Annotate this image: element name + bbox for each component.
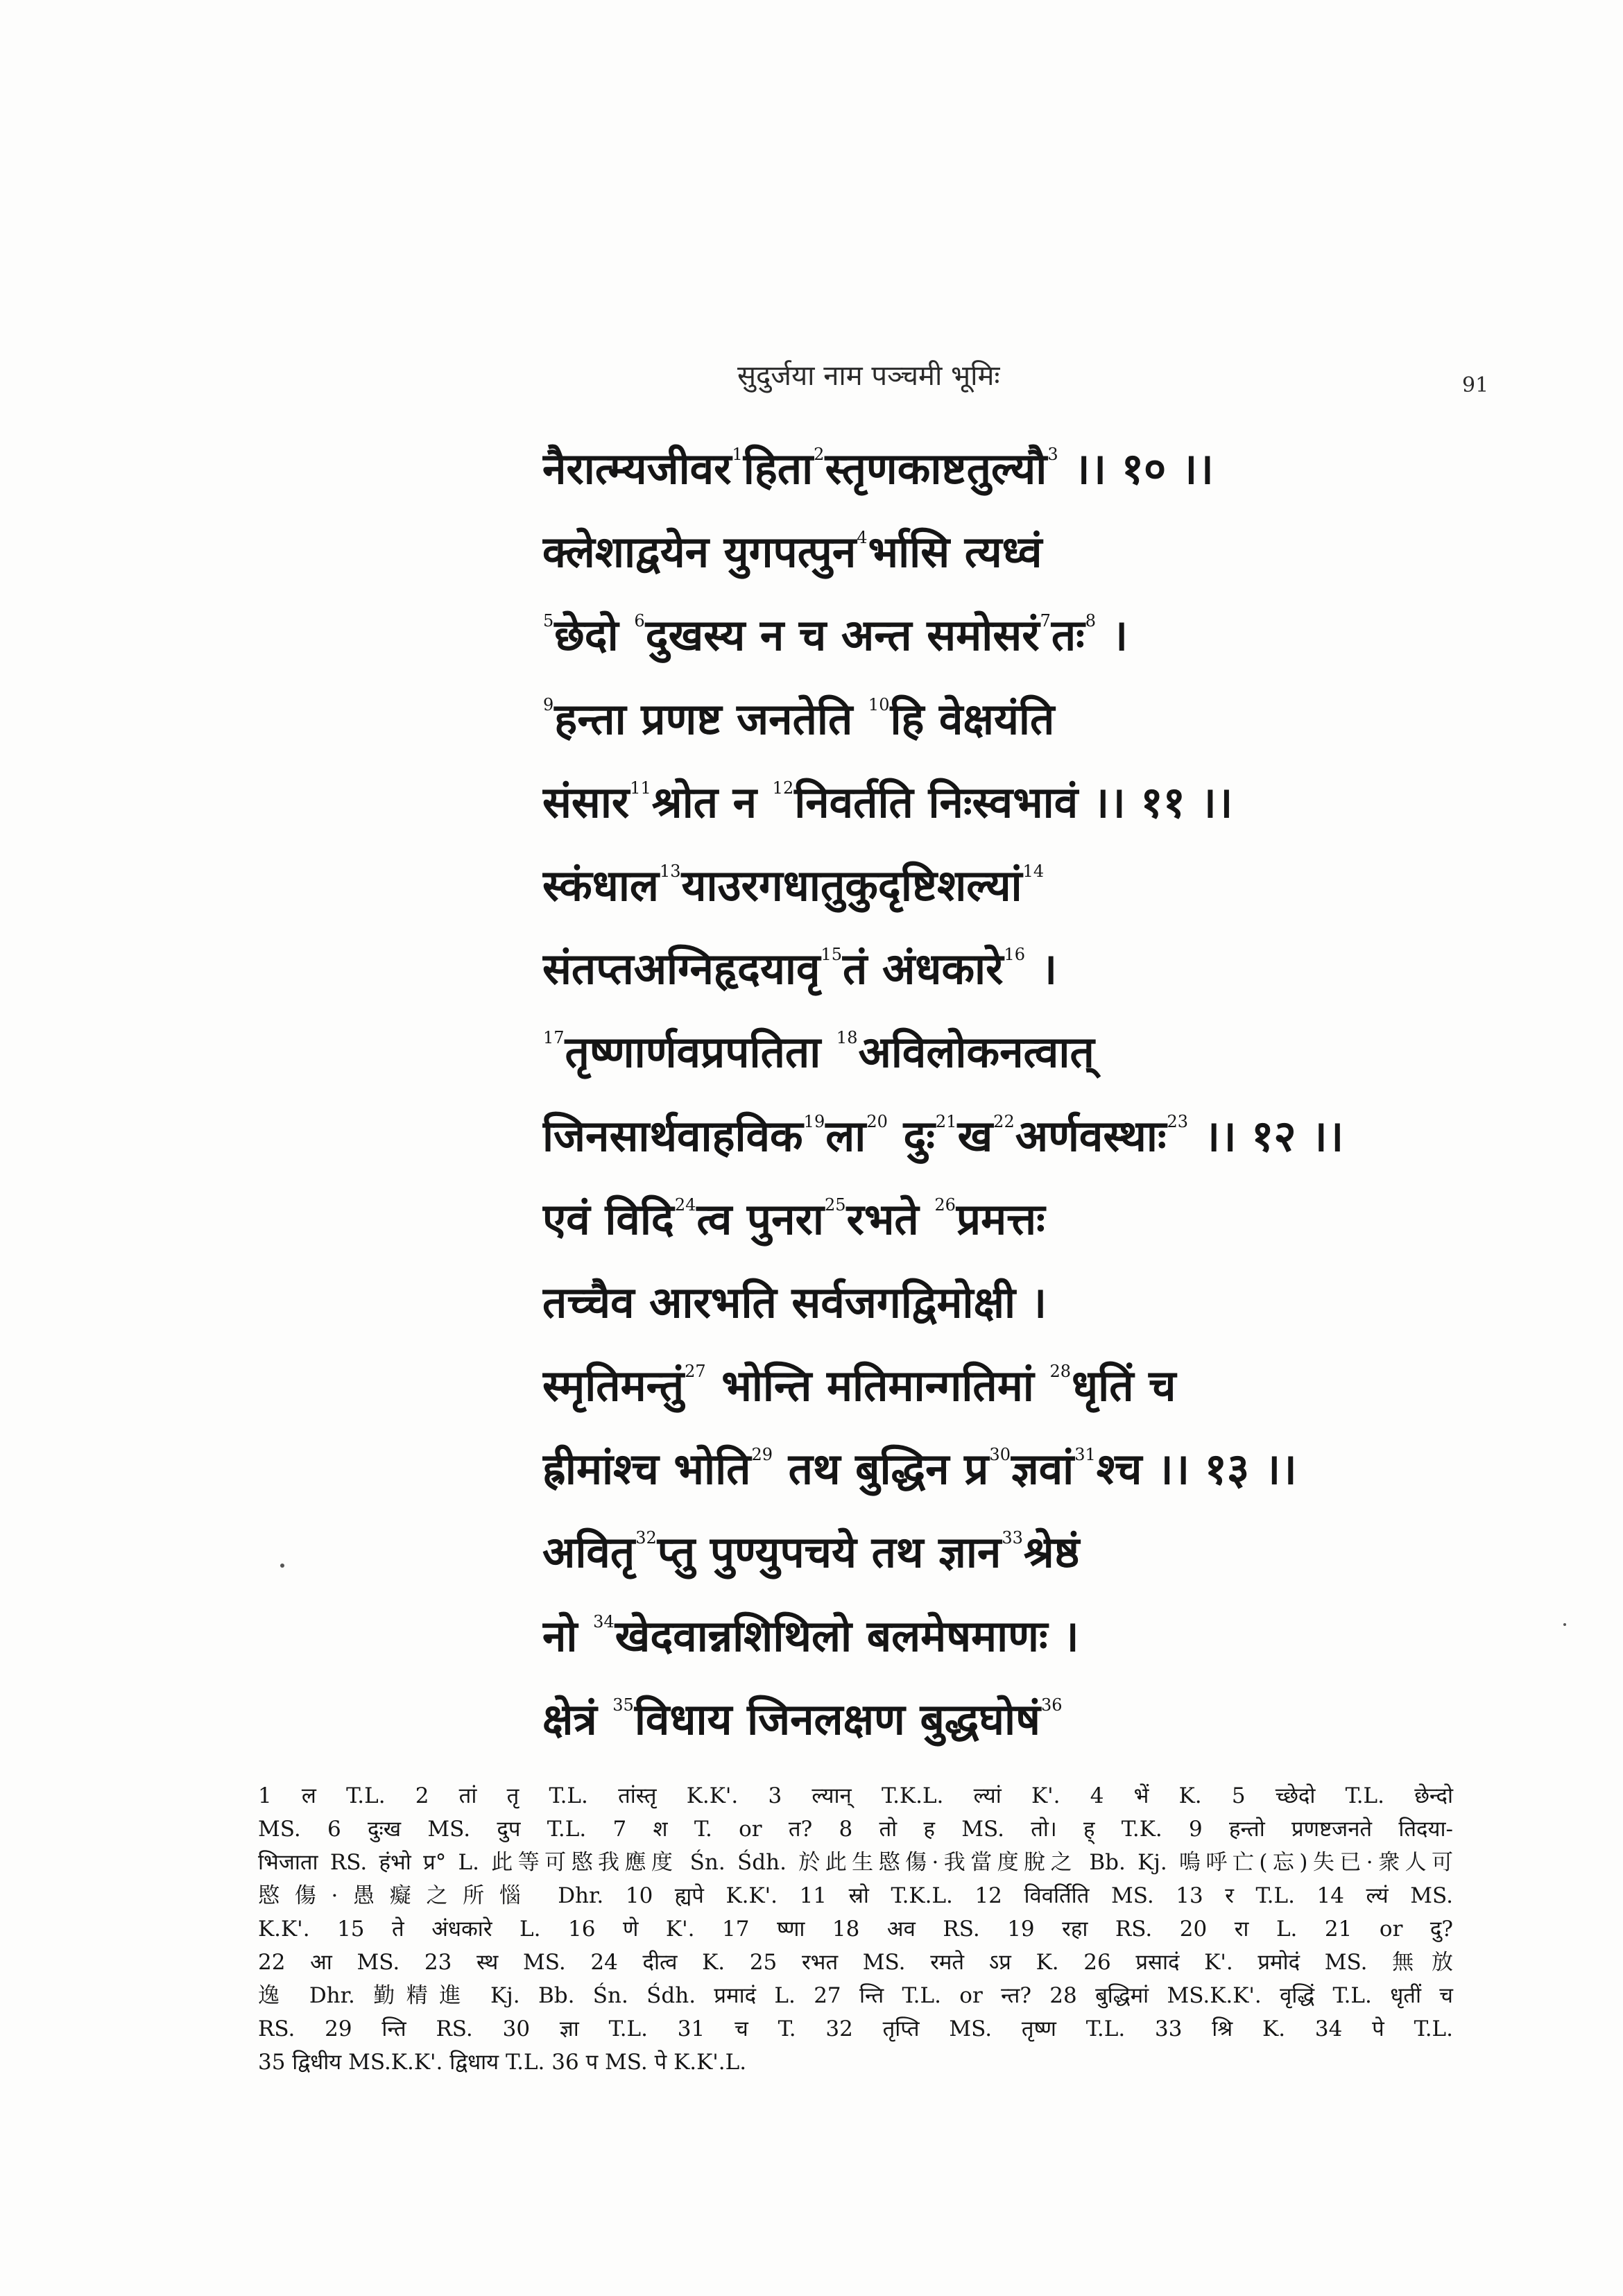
footnote-marker: 15 [821,945,843,965]
footnote-marker: 18 [836,1028,858,1048]
verse-text: जिनसार्थवाहविक [542,1110,803,1161]
footnote-line: K.K'. 15 ते अंधकारे L. 16 णे K'. 17 ष्णा 18 अव RS. 19 रहा RS. 20 रा L. 21 or दु? [258,1917,1453,1942]
verse-text: अविलोकनत्वात् [858,1027,1094,1078]
scan-speck [280,1563,284,1568]
verse-text: प्रमत्तः [956,1193,1045,1244]
footnote-marker: 36 [1040,1695,1063,1715]
footnotes [258,1779,1453,2079]
footnote-marker: 20 [866,1111,888,1131]
verse-text: त्व पुनरा [696,1193,824,1244]
verse-text: दुखस्य न च अन्त समोसरं [645,610,1040,661]
verse-text: क्षेत्रं [542,1693,612,1745]
verse-text: ।। १० ।। [1058,443,1214,494]
footnote-marker: 16 [1004,945,1026,965]
verse-line [542,1344,1569,1428]
scan-speck [1563,1623,1566,1626]
verse-text: याउरगधातुकुदृष्टिशल्यां [681,859,1022,911]
verse-line [542,1095,1569,1178]
footnote-marker: 17 [543,1028,565,1048]
footnote-marker: 27 [685,1362,706,1382]
verse-text: नो [542,1610,593,1661]
verse-text: विधाय जिनलक्षण बुद्धघोषं [634,1693,1040,1745]
footnote-marker: 19 [803,1111,825,1131]
footnote-line: 愍傷·愚癡之所惱 Dhr. 10 ह्यपे K.K'. 11 स्रो T.K.L. 12 विवर्तिति MS. 13 र T.L. 14 ल्यं MS. [258,1883,1453,1908]
verse-text: तच्चैव आरभति सर्वजगद्विमोक्षी । [542,1276,1047,1328]
footnote-marker: 10 [868,694,890,714]
footnote-marker: 33 [1002,1528,1023,1548]
verse-text: संसार [542,776,630,828]
verse-text: ला [825,1110,866,1161]
footnote-marker: 11 [630,778,651,798]
running-title: सुदुर्जया नाम पञ्चमी भूमिः [737,360,1000,392]
verse-text: श्च ।। १३ ।। [1096,1443,1297,1495]
footnote-line: MS. 6 दुःख MS. दुप T.L. 7 श T. or त? 8 तो ह MS. तो। ह् T.K. 9 हन्तो प्रणष्टजनते तिदया- [258,1817,1453,1842]
footnote-marker: 3 [1047,445,1058,464]
verse-text: तः [1051,610,1085,661]
verse-text: । [1097,610,1128,661]
verse-text: तं अंधकारे [843,943,1004,995]
footnote-marker: 22 [993,1111,1015,1131]
footnote-marker: 32 [635,1528,657,1548]
verse-line [542,927,1569,1011]
verse-text: स्तृणकाष्टतुल्यौ [825,443,1047,494]
verse-text: खेदवान्नशिथिलो बलमेषमाणः । [615,1610,1079,1661]
footnote-line: RS. 29 न्ति RS. 30 ज्ञा T.L. 31 च T. 32 तृप्ति MS. तृष्ण T.L. 33 श्रि K. 34 पे T.L. [258,2016,1453,2041]
verse-text: र्भासि त्यध्वं [868,526,1042,578]
page-number: 91 [1462,373,1489,397]
footnote-marker: 26 [934,1194,956,1215]
footnote-marker: 34 [593,1611,615,1631]
verse-text: तथ बुद्धिन प्र [773,1443,989,1495]
verse-text: अर्णवस्थाः [1015,1110,1167,1161]
verse-text: हि वेक्षयंति [890,693,1055,744]
footnote-marker: 25 [824,1194,846,1215]
footnote-line: 逸 Dhr. 勤精進 Kj. Bb. Śn. Śdh. प्रमादं L. 27 न्ति T.L. or न्त? 28 बुद्धिमां MS.K.K'. वृद्धिं T.L. धृतीं च [258,1983,1453,2008]
footnote-marker: 6 [634,611,645,631]
footnote-marker: 24 [674,1194,696,1215]
verse-line [542,594,1569,677]
verse-text: रभते [846,1193,934,1244]
verse-line [542,1428,1569,1511]
verse-text: प्तु पुण्युपचये तथ ज्ञान [657,1527,1002,1578]
footnote-marker: 14 [1022,861,1045,881]
footnote-marker: 4 [857,528,868,548]
footnote-marker: 9 [543,694,554,714]
footnote-marker: 30 [989,1445,1011,1465]
verse-text: दुः [888,1110,935,1161]
verse-text: स्कंधाल [542,859,659,911]
verse-line [542,1595,1569,1678]
verse-line [542,1178,1569,1261]
verse-line [542,1011,1569,1094]
verse-text: निवर्तति निःस्वभावं ।। ११ ।। [794,776,1233,828]
verse-text: अवितृ [542,1527,635,1578]
footnote-marker: 8 [1085,611,1096,631]
verse-line [542,761,1569,844]
footnote-marker: 23 [1167,1111,1189,1131]
verse-text: ख [957,1110,993,1161]
footnote-marker: 35 [612,1695,634,1715]
verse-text: हिता [743,443,814,494]
verse-line [542,844,1569,927]
verse-text: छेदो [554,610,634,661]
verse-line [542,511,1569,594]
verse-line [542,1261,1569,1344]
footnote-marker: 31 [1074,1445,1096,1465]
verse-text: स्मृतिमन्तुं [542,1360,685,1412]
verse-text: ।। १२ ।। [1189,1110,1344,1161]
verse-text: क्लेशाद्वयेन युगपत्पुन [542,526,857,578]
verse-text: श्रोत न [651,776,772,828]
footnote-marker: 2 [814,445,825,464]
footnote-marker: 12 [772,778,794,798]
footnote-marker: 7 [1040,611,1051,631]
verse-line [542,1678,1569,1761]
footnote-line: 22 आ MS. 23 स्थ MS. 24 दीत्व K. 25 रभत MS. रमते ऽप्र K. 26 प्रसादं K'. प्रमोदं MS. 無放 [258,1950,1453,1975]
verse-text: श्रेष्ठं [1023,1527,1080,1578]
verse-text: तृष्णार्णवप्रपतिता [565,1027,836,1078]
verse-text: भोन्ति मतिमान्गतिमां [706,1360,1049,1412]
verse-text: संतप्तअग्निहृदयावृ [542,943,821,995]
verse-text: ह्रीमांश्च भोति [542,1443,751,1495]
verse-line [542,427,1569,511]
footnote-marker: 28 [1049,1362,1071,1382]
footnote-marker: 21 [935,1111,957,1131]
footnote-line: भिजाता RS. हंभो प्र° L. 此等可愍我應度 Śn. Śdh. 於此生愍傷·我當度脫之 Bb. Kj. 嗚呼亡(忘)失已·衆人可 [258,1850,1453,1875]
verse-text: नैरात्म्यजीवर [542,443,732,494]
verse-text: । [1026,943,1058,995]
verse-line [542,1511,1569,1594]
footnote-marker: 29 [751,1445,773,1465]
verse-text: हन्ता प्रणष्ट जनतेति [554,693,868,744]
footnote-marker: 13 [659,861,681,881]
footnote-marker: 1 [732,445,743,464]
footnote-line: 1 ल T.L. 2 तां तृ T.L. तांस्तृ K.K'. 3 ल्यान् T.K.L. ल्यां K'. 4 भें K. 5 च्छेदो T.L. छेन्दो [258,1783,1453,1808]
verse-text: ज्ञवां [1011,1443,1074,1495]
verse-text: एवं विदि [542,1193,674,1244]
footnote-line: 35 द्विधीय MS.K.K'. द्विधाय T.L. 36 प MS. पे K.K'.L. [258,2050,747,2075]
verse-text: धृतिं च [1072,1360,1176,1412]
footnote-marker: 5 [543,611,554,631]
verse-line [542,678,1569,761]
verse-block [542,427,1569,1761]
